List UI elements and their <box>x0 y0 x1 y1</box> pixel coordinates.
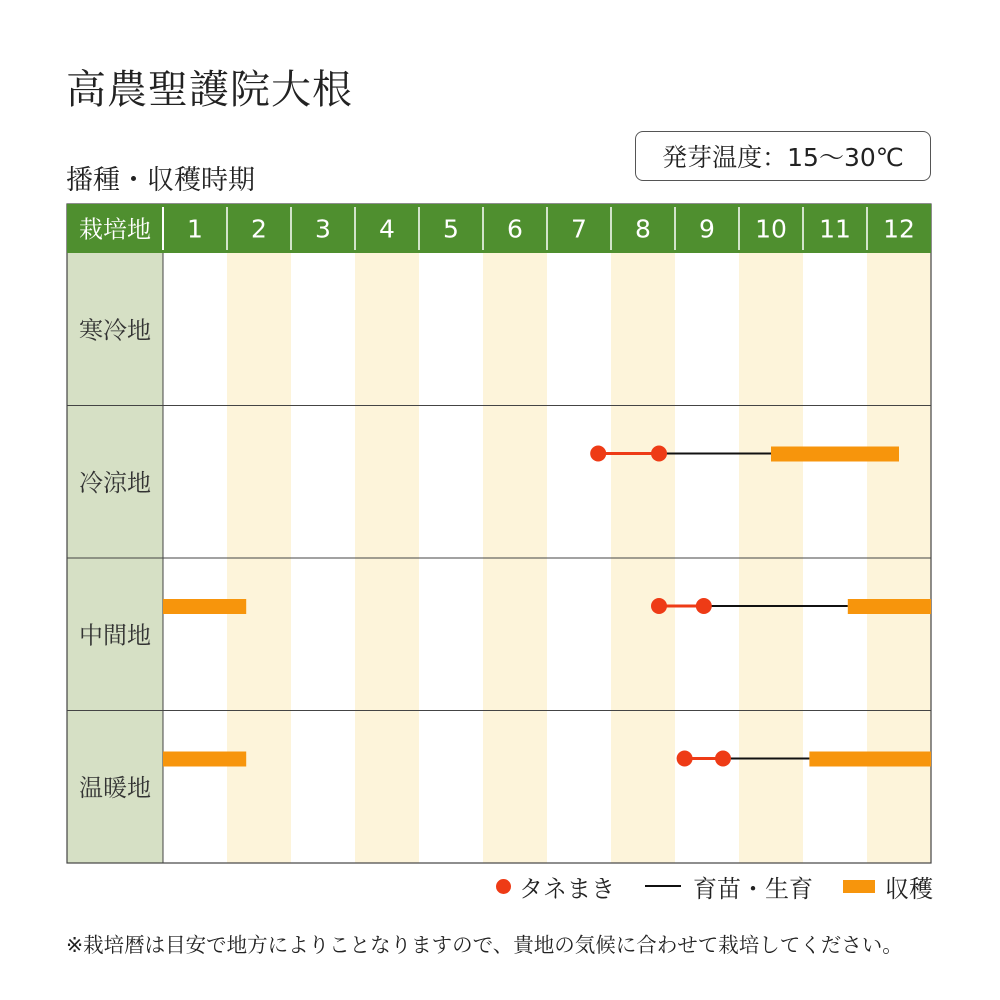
month-tick-label: 1 <box>187 214 203 244</box>
harvest-bar <box>163 752 246 767</box>
month-tick-label: 9 <box>699 214 715 244</box>
month-tick-label: 3 <box>315 214 331 244</box>
month-tick-label: 8 <box>635 214 651 244</box>
month-tick-label: 2 <box>251 214 267 244</box>
harvest-bar <box>809 752 931 767</box>
month-tick-label: 7 <box>571 214 587 244</box>
legend-growing-label: 育苗・生育 <box>693 874 813 903</box>
sowing-start-point <box>651 598 667 614</box>
sowing-start-point <box>590 446 606 462</box>
sowing-end-point <box>696 598 712 614</box>
region-label: 温暖地 <box>79 773 151 802</box>
month-tick-label: 6 <box>507 214 523 244</box>
legend-sowing <box>496 869 615 904</box>
legend-sowing-label: タネまき <box>519 874 615 903</box>
month-tick-label: 11 <box>819 214 851 244</box>
sowing-end-point <box>715 751 731 767</box>
chart-legend <box>0 868 933 904</box>
page-title: 高農聖護院大根 <box>66 67 353 113</box>
footnote: ※栽培暦は目安で地方によりことなりますので、貴地の気候に合わせて栽培してください。 <box>66 933 903 957</box>
region-label: 中間地 <box>79 621 151 650</box>
harvest-bar <box>848 599 931 614</box>
legend-growing <box>645 869 813 904</box>
month-tick-label: 4 <box>379 214 395 244</box>
chart-subtitle: 播種・収穫時期 <box>66 165 255 196</box>
header-corner-label: 栽培地 <box>79 215 151 244</box>
sowing-dot-icon <box>496 879 511 894</box>
harvest-bar <box>771 447 899 462</box>
month-tick-label: 12 <box>883 214 915 244</box>
month-tick-label: 10 <box>755 214 787 244</box>
legend-harvest-label: 収穫 <box>885 874 933 903</box>
region-label: 寒冷地 <box>79 316 151 345</box>
harvest-bar-icon <box>843 880 875 893</box>
growing-line-icon <box>645 885 681 887</box>
sowing-end-point <box>651 446 667 462</box>
legend-harvest <box>843 869 933 904</box>
harvest-bar <box>163 599 246 614</box>
sowing-start-point <box>677 751 693 767</box>
germination-temp-text: 発芽温度：15～30℃ <box>662 143 904 172</box>
region-label: 冷涼地 <box>79 468 151 497</box>
month-tick-label: 5 <box>443 214 459 244</box>
